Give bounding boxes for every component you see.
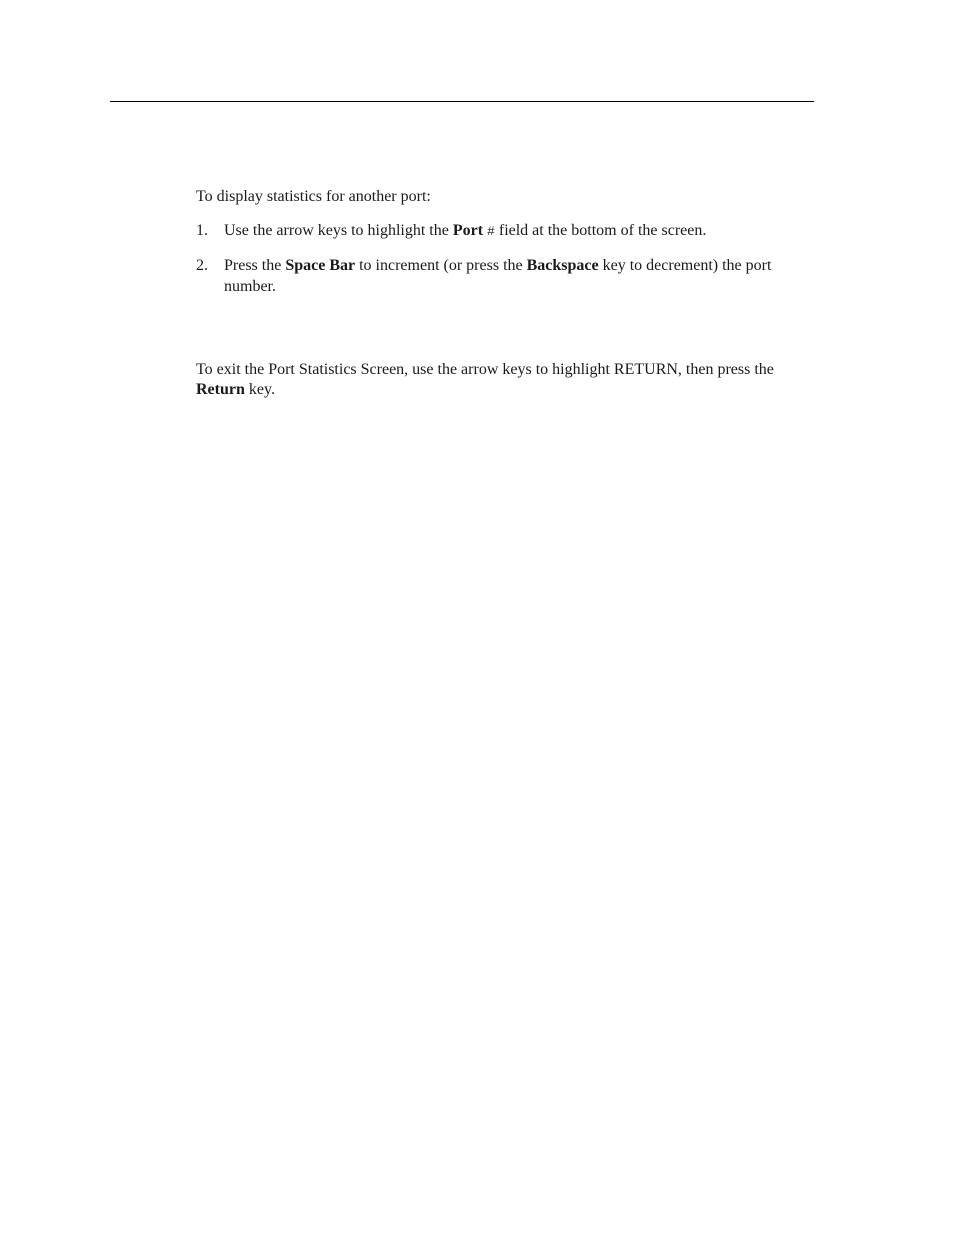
key-term: Port (452, 222, 484, 239)
step-number: 2. (196, 257, 208, 274)
step-item (196, 255, 806, 297)
key-term: Backspace (526, 257, 599, 274)
key-term: Space Bar (285, 257, 356, 274)
intro-paragraph: To display statistics for another port: (196, 188, 431, 205)
field-code: # (487, 224, 495, 239)
exit-paragraph: To exit the Port Statistics Screen, use the arrow keys to highlight RETURN, then press the Return key. (196, 361, 774, 398)
document-body (196, 186, 806, 400)
key-term: Return (196, 381, 245, 398)
step-number: 1. (196, 222, 208, 239)
header-rule (110, 101, 814, 102)
step-text: Press the Space Bar to increment (or press the Backspace key to decrement) the port number. (224, 257, 772, 295)
step-text: Use the arrow keys to highlight the Port # field at the bottom of the screen. (224, 222, 707, 239)
steps-list (196, 220, 806, 297)
step-item (196, 220, 806, 242)
